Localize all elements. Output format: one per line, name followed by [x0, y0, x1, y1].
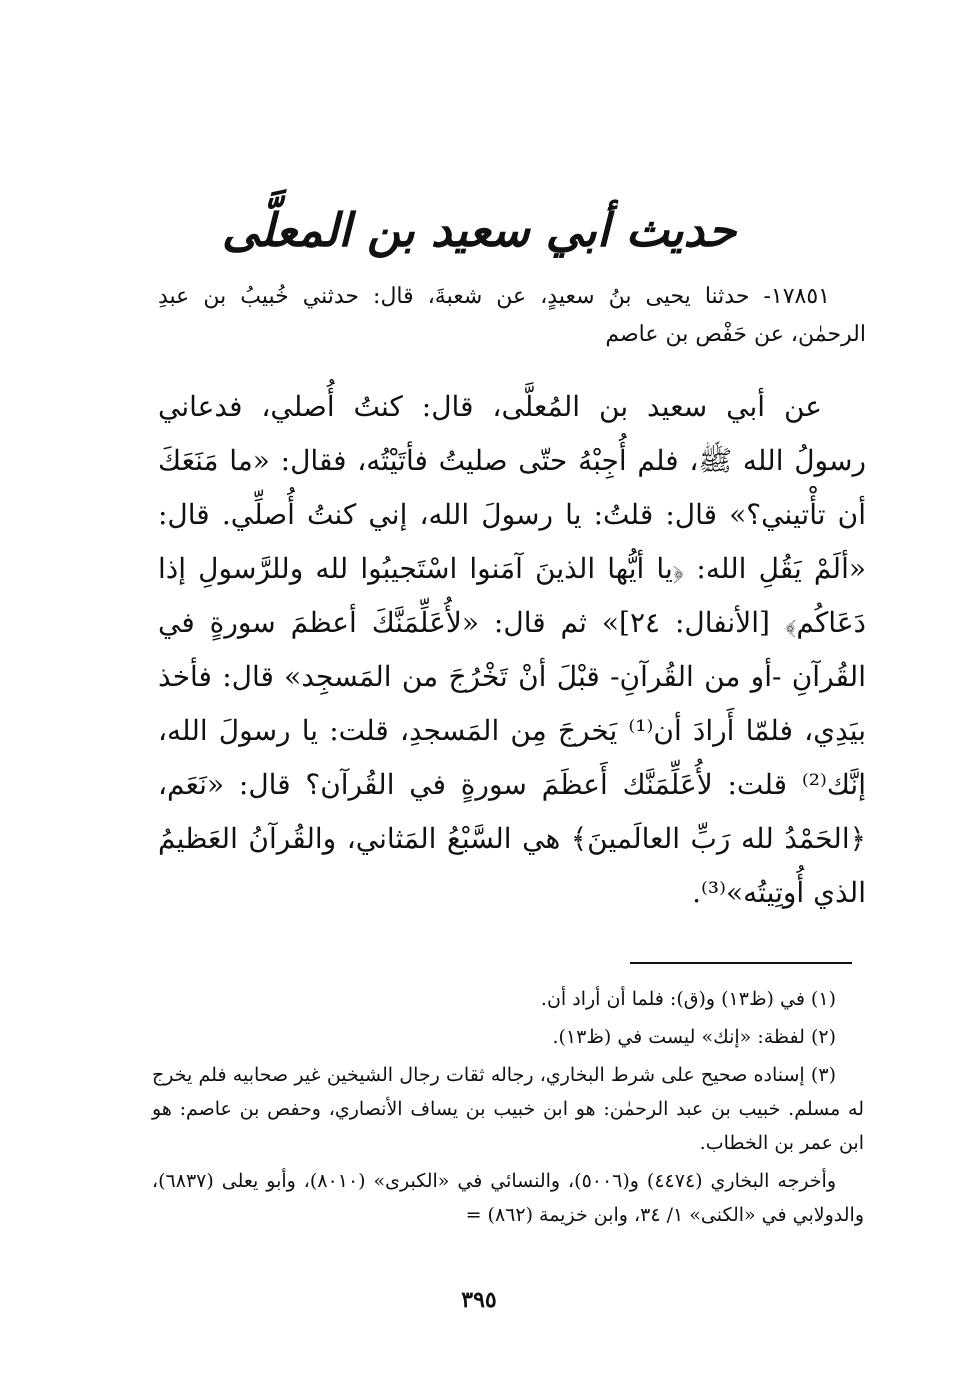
- footnote-2: (٢) لفظة: «إنك» ليست في (ظ١٣).: [552, 1026, 836, 1048]
- hadith-matn: عن أبي سعيد بن المُعلَّى، قال: كنتُ أُصلي، فدعاني رسولُ الله ﷺ، فلم أُجِبْهُ حتّى صليتُ فأتَيْتُه، فقال: «ما مَنَعَكَ أن تأْتيني؟» قال: قلتُ: يا رسولَ الله، إني كنتُ أُصلِّي. قال: «ألَمْ يَقُلِ الله: ﴿يا أيُّها الذينَ آمَنوا اسْتَجيبُوا لله وللرَّسولِ إذا دَعَاكُم﴾ [الأنفال: ٢٤]» ثم قال: «لأُعَلِّمَنَّكَ أعظمَ سورةٍ في القُرآنِ -أو من القُرآنِ- قبْلَ أنْ تَخْرُجَ من المَسجِد» قال: فأخذ بيَدِي، فلمّا أَرادَ أن⁽¹⁾ يَخرجَ مِن المَسجدِ، قلت: يا رسولَ الله، إنَّك⁽²⁾ قلت: لأُعَلِّمَنَّك أَعظَمَ سورةٍ في القُرآن؟ قال: «نَعَم، ﴿الحَمْدُ لله رَبِّ العالَمينَ﴾ هي السَّبْعُ المَثاني، والقُرآنُ العَظيمُ الذي أُوتِيتُه»⁽³⁾.: [158, 390, 867, 909]
- footnotes: [152, 982, 864, 1236]
- hadith-isnad: ١٧٨٥١- حدثنا يحيى بنُ سعيدٍ، عن شعبةَ، قال: حدثني خُبيبُ بن عبدِ الرحمٰن، عن حَفْص بن عاصم: [158, 284, 866, 347]
- footnote-1: (١) في (ظ١٣) و(ق): فلما أن أراد أن.: [540, 988, 836, 1010]
- footnote-divider: [630, 962, 852, 964]
- hadith-header: [158, 278, 866, 354]
- hadith-body: [158, 380, 866, 920]
- footnote-3: (٣) إسناده صحيح على شرط البخاري، رجاله ثقات رجال الشيخين غير صحابيه فلم يخرج له مسلم. خبيب بن عبد الرحمٰن: هو ابن خبيب بن يساف الأنصاري، وحفص بن عاصم: هو ابن عمر بن الخطاب.: [152, 1064, 864, 1154]
- footnote-3-continued: وأخرجه البخاري (٤٤٧٤) و(٥٠٠٦)، والنسائي في «الكبرى» (٨٠١٠)، وأبو يعلى (٦٨٣٧)، والدولابي في «الكنى» ١/ ٣٤، وابن خزيمة (٨٦٢) =: [152, 1170, 864, 1226]
- chapter-title: حديث أبي سعيد بن المعلَّى: [221, 203, 737, 257]
- page-number: ٣٩٥: [461, 1287, 497, 1313]
